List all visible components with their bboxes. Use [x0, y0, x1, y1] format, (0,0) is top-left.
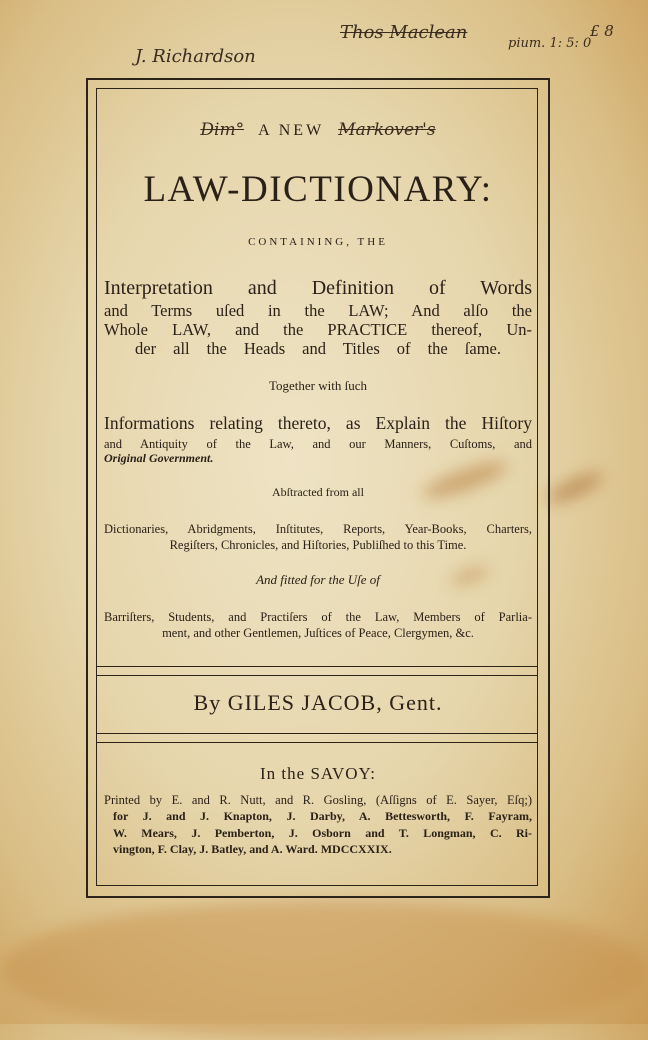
imprint-line: W. Mears, J. Pemberton, J. Osborn and T. Longman, C. Ri- — [113, 826, 532, 840]
price-corner: £ 8 — [590, 22, 614, 40]
together-line: Together with ſuch — [268, 378, 367, 393]
divider — [97, 733, 537, 734]
divider — [97, 742, 537, 743]
info-line: Original Government. — [104, 451, 214, 465]
audience-line: Barriſters, Students, and Practiſers of the Law, Members of Parlia- — [104, 610, 532, 624]
stain — [544, 468, 605, 508]
abstracted-line: Abſtracted from all — [272, 485, 364, 499]
main-title: LAW-DICTIONARY: — [143, 169, 493, 210]
info-line: and Antiquity of the Law, and our Manners, Cuſtoms, and — [104, 437, 532, 451]
description-line: der all the Heads and Titles of the ſame. — [135, 339, 501, 358]
description-line: Whole LAW, and the PRACTICE thereof, Un- — [104, 320, 532, 339]
sources-line: Regiſters, Chronicles, and Hiſtories, Publiſhed to this Time. — [169, 538, 467, 552]
struck-suffix: Markover's — [338, 120, 436, 140]
a-new-line — [104, 120, 532, 140]
info-line: Informations relating thereto, as Explain the Hiſtory — [104, 413, 532, 433]
imprint-line: Printed by E. and R. Nutt, and R. Gosling, (Aſſigns of E. Sayer, Eſq;) — [104, 793, 532, 807]
author-line: By GILES JACOB, Gent. — [193, 690, 443, 715]
divider — [97, 675, 537, 676]
containing-line: CONTAINING, THE — [248, 236, 388, 248]
signature-richardson: J. Richardson — [135, 46, 256, 67]
signature-struck: Thos Maclean — [340, 22, 468, 43]
description-line: and Terms uſed in the LAW; And alſo the — [104, 301, 532, 320]
price-note: pium. 1: 5: 0 — [508, 36, 592, 51]
description-line: Interpretation and Definition of Words — [104, 277, 532, 299]
fitted-line: And fitted for the Uſe of — [256, 572, 380, 587]
imprint-line: for J. and J. Knapton, J. Darby, A. Bettesworth, F. Fayram, — [113, 809, 532, 823]
struck-prefix: Dim° — [200, 120, 245, 140]
audience-line: ment, and other Gentlemen, Juſtices of Peace, Clergymen, &c. — [162, 626, 474, 640]
imprint-place: In the SAVOY: — [260, 764, 376, 783]
divider — [97, 666, 537, 667]
imprint-line: vington, F. Clay, J. Batley, and A. Ward. MDCCXXIX. — [113, 842, 392, 856]
sources-line: Dictionaries, Abridgments, Inſtitutes, Reports, Year-Books, Charters, — [104, 522, 532, 536]
a-new: A NEW — [258, 122, 325, 139]
stain — [0, 900, 648, 1040]
